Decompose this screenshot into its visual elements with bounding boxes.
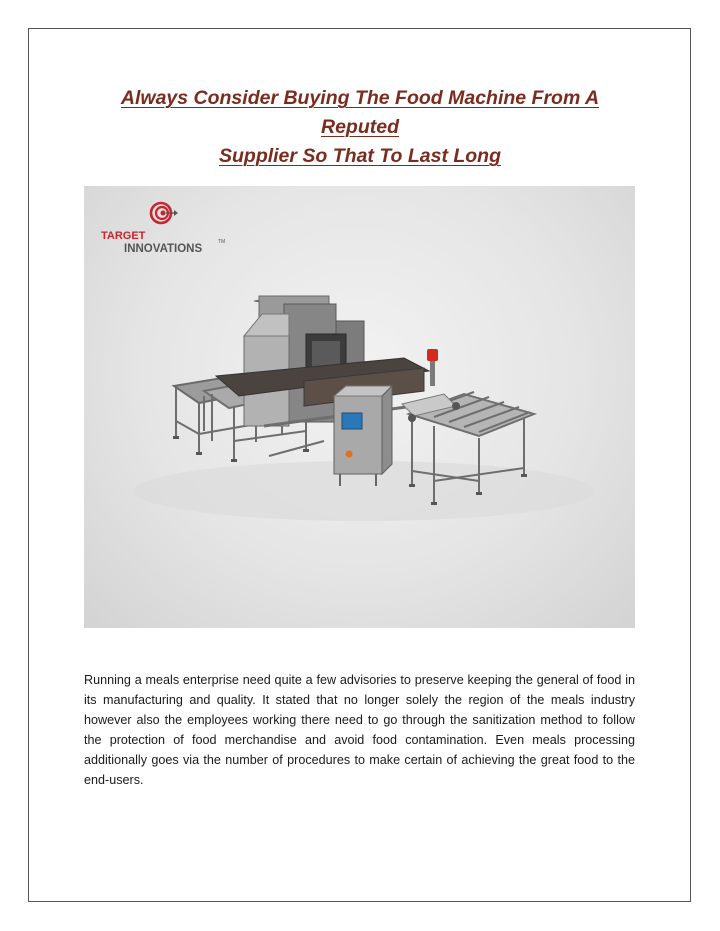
control-button <box>346 451 353 458</box>
document-title <box>84 84 636 171</box>
body-text <box>84 670 635 790</box>
target-innovations-logo <box>101 203 225 255</box>
logo-trademark: TM <box>218 239 226 245</box>
logo-brand-line-2: INNOVATIONS <box>124 243 203 255</box>
logo-brand-line-1: TARGET <box>101 230 146 242</box>
title-line-2: Supplier So That To Last Long <box>218 145 502 167</box>
title-line-1: Always Consider Buying The Food Machine From A Reputed <box>120 87 600 138</box>
product-image <box>84 186 635 628</box>
control-panel <box>334 386 392 486</box>
body-paragraph: Running a meals enterprise need quite a few advisories to preserve keeping the general of food in its manufacturing and quality. It stated that no longer solely the region of the meals industry however also the employees working there need to go through the sanitization method to follow the protection of food merchandise and avoid food contamination. Even meals processing additionally goes via the number of procedures to make certain of achieving the great food to the end-users. <box>84 673 635 787</box>
alarm-beacon <box>427 349 438 386</box>
food-inspection-machine-illustration <box>84 186 635 628</box>
touch-screen <box>342 413 362 429</box>
target-logo-icon <box>151 203 178 223</box>
